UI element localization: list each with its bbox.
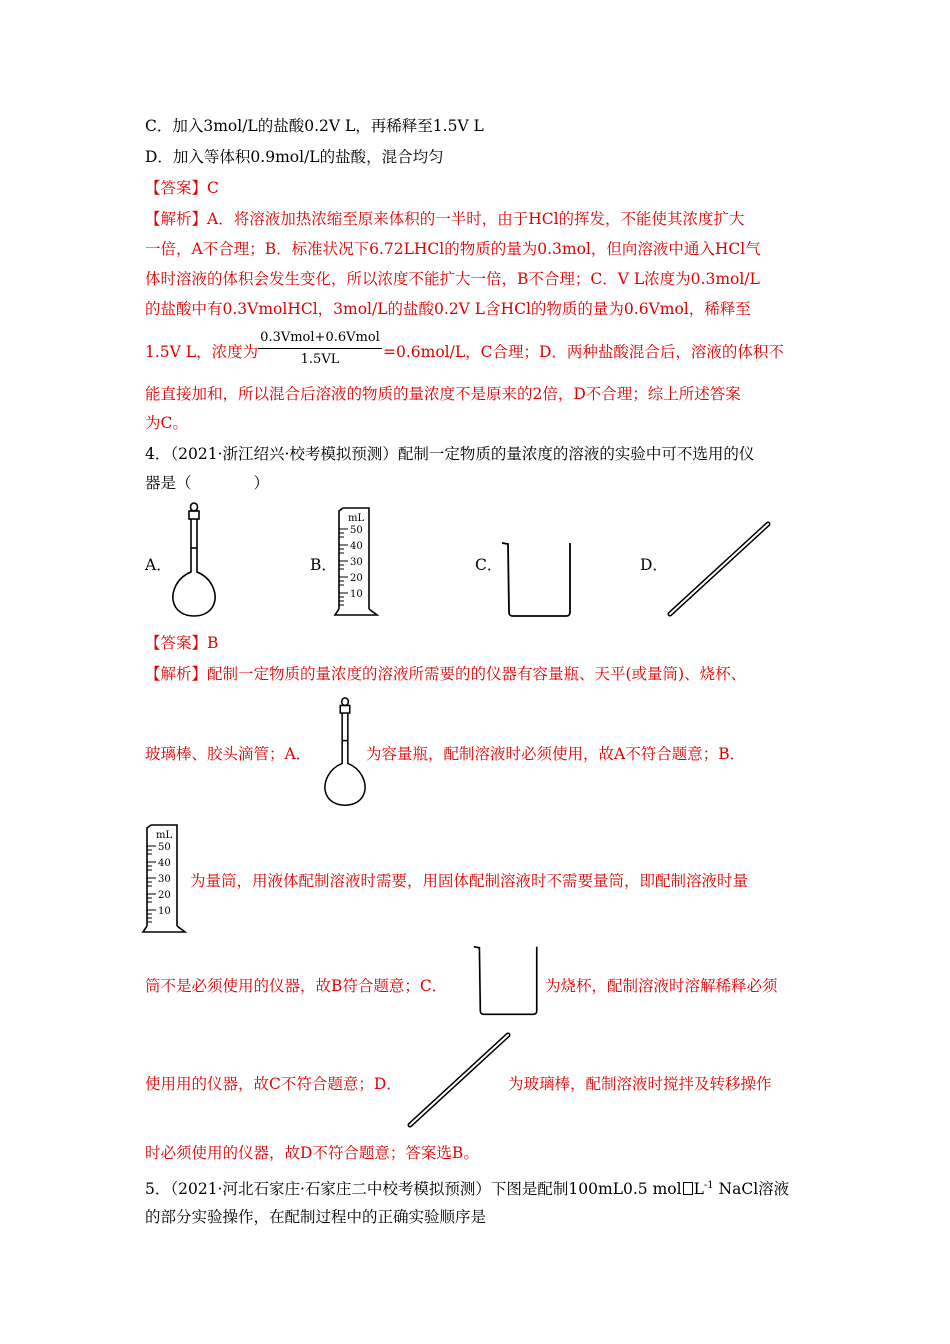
q4-stem-line1: 4．（2021·浙江绍兴·校考模拟预测）配制一定物质的量浓度的溶液的实验中可不选用的仪 (145, 445, 755, 463)
answer-q4: 【答案】B (145, 634, 219, 652)
analysis-q3-line6: 能直接加和，所以混合后溶液的物质的量浓度不是原来的2倍，D不合理；综上所述答案 (145, 385, 741, 403)
option-a-label: A． (145, 556, 172, 574)
graduated-cylinder-inline-icon (143, 822, 189, 934)
q5-stem-line2: 的部分实验操作，在配制过程中的正确实验顺序是 (145, 1208, 487, 1226)
beaker-icon (500, 540, 580, 620)
analysis-q3-line7: 为C。 (145, 414, 188, 432)
option-b-label: B． (310, 556, 337, 574)
cylinder-tick-20: 20 (350, 573, 363, 584)
option-d-label: D． (640, 556, 668, 574)
glass-rod-inline-icon (408, 1033, 512, 1129)
analysis-q3-line2: 一倍，A不合理；B．标准状况下6.72LHCl的物质的量为0.3mol，但向溶液中通入HCl气 (145, 240, 761, 258)
fraction-bar (258, 348, 382, 349)
cylinder-inline-tick-50: 50 (158, 842, 171, 853)
q5-stem-part1: 5．（2021·河北石家庄·石家庄二中校考模拟预测）下图是配制100mL0.5 mol (145, 1180, 682, 1199)
cylinder-inline-tick-10: 10 (158, 906, 171, 917)
graduated-cylinder-icon (335, 505, 381, 617)
analysis-q3-line5-prefix: 1.5V L，浓度为 (145, 343, 259, 361)
q4-stem-line2: 器是（ ） (145, 474, 270, 492)
q5-stem-unit: L (693, 1180, 704, 1199)
fraction-numerator: 0.3Vmol+0.6Vmol (260, 330, 380, 345)
analysis-q4-line2b: 为容量瓶，配制溶液时必须使用，故A不符合题意；B． (366, 745, 746, 763)
analysis-q4-line4a: 筒不是必须使用的仪器，故B符合题意；C． (145, 977, 448, 995)
q5-stem-superscript: -1 (703, 1180, 714, 1191)
cylinder-inline-tick-30: 30 (158, 874, 171, 885)
analysis-q4-line6: 时必须使用的仪器，故D不符合题意；答案选B。 (145, 1144, 479, 1162)
option-c-label: C． (475, 556, 503, 574)
cylinder-tick-40: 40 (350, 541, 363, 552)
cylinder-inline-tick-20: 20 (158, 890, 171, 901)
analysis-q3-line1: 【解析】A．将溶液加热浓缩至原来体积的一半时，由于HCl的挥发，不能使其浓度扩大 (145, 210, 745, 228)
analysis-q4-line1: 【解析】配制一定物质的量浓度的溶液所需要的的仪器有容量瓶、天平(或量筒)、烧杯、 (145, 665, 747, 683)
beaker-inline-icon (472, 940, 546, 1022)
option-c: C．加入3mol/L的盐酸0.2V L，再稀释至1.5V L (145, 117, 484, 135)
analysis-q4-line5a: 使用用的仪器，故C不符合题意；D． (145, 1075, 402, 1093)
q5-stem-part2: NaCl溶液 (713, 1180, 790, 1199)
analysis-q4-line2a: 玻璃棒、胶头滴管；A． (145, 745, 312, 763)
analysis-q3-line4: 的盐酸中有0.3VmolHCl，3mol/L的盐酸0.2V L含HCl的物质的量为0.6Vmol，稀释至 (145, 300, 751, 318)
volumetric-flask-inline-icon (320, 695, 370, 809)
analysis-q3-line3: 体时溶液的体积会发生变化，所以浓度不能扩大一倍，B不合理；C．V L浓度为0.3mol/L (145, 270, 760, 288)
analysis-q3-line5-suffix: =0.6mol/L，C合理；D．两种盐酸混合后，溶液的体积不 (383, 343, 784, 361)
volumetric-flask-icon (168, 500, 220, 620)
option-d: D．加入等体积0.9mol/L的盐酸，混合均匀 (145, 148, 444, 166)
missing-glyph-box (683, 1182, 693, 1195)
cylinder-tick-10: 10 (350, 589, 363, 600)
glass-rod-icon (668, 522, 772, 618)
analysis-q4-line3: 为量筒，用液体配制溶液时需要，用固体配制溶液时不需要量筒，即配制溶液时量 (190, 872, 749, 890)
cylinder-inline-tick-40: 40 (158, 858, 171, 869)
analysis-q4-line5b: 为玻璃棒，配制溶液时搅拌及转移操作 (508, 1075, 772, 1093)
cylinder-unit: mL (348, 513, 365, 524)
q5-stem-line1 (145, 1175, 789, 1200)
cylinder-tick-30: 30 (350, 557, 363, 568)
answer-q3: 【答案】C (145, 179, 219, 197)
cylinder-tick-50: 50 (350, 525, 363, 536)
analysis-q4-line4b: 为烧杯，配制溶液时溶解稀释必须 (545, 977, 778, 995)
cylinder-inline-unit: mL (156, 830, 173, 841)
fraction-denominator: 1.5VL (300, 352, 340, 367)
